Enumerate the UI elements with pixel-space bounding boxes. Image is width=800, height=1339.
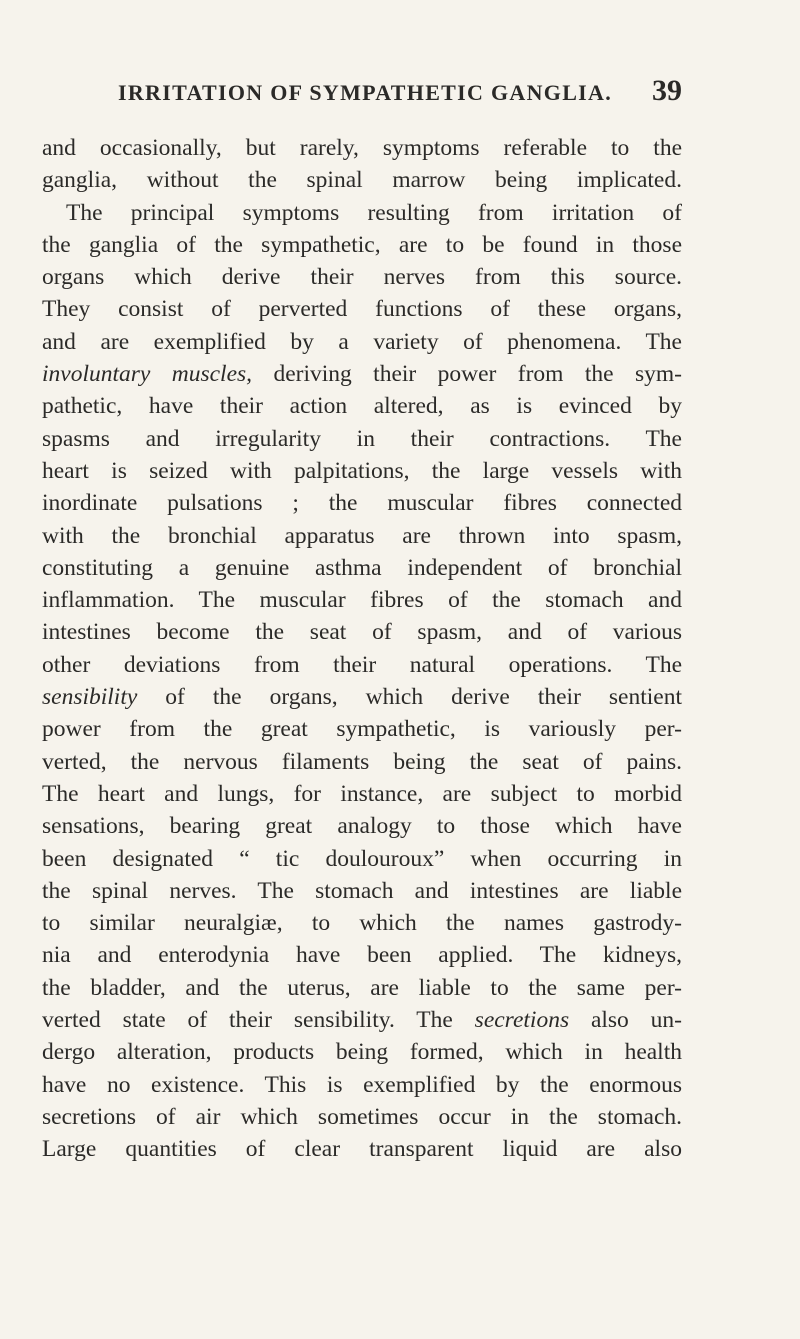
- text-line: nia and enterodynia have been applied. The kidneys,: [42, 942, 682, 969]
- text-line: with the bronchial apparatus are thrown into spasm,: [42, 522, 682, 549]
- text-line: other deviations from their natural operations. The: [42, 651, 682, 678]
- text-span: of the organs, which derive their sentient: [137, 684, 682, 711]
- body-text: [42, 132, 682, 1166]
- text-line: spasms and irregularity in their contractions. The: [42, 425, 682, 452]
- text-line: sensations, bearing great analogy to those which have: [42, 813, 682, 840]
- text-line: The principal symptoms resulting from irritation of: [66, 199, 682, 226]
- text-line-mixed: [42, 681, 682, 713]
- text-line: pathetic, have their action altered, as is evinced by: [42, 393, 682, 420]
- text-line: power from the great sympathetic, is variously per-: [42, 716, 682, 743]
- text-line: the bladder, and the uterus, are liable to the same per-: [42, 974, 682, 1001]
- text-line: and occasionally, but rarely, symptoms referable to the: [42, 135, 682, 161]
- page-header: [42, 74, 682, 120]
- text-line-mixed: [42, 358, 682, 390]
- italic-phrase: involuntary muscles,: [42, 361, 253, 388]
- text-line: inflammation. The muscular fibres of the stomach and: [42, 587, 682, 614]
- text-span: also un-: [569, 1007, 682, 1034]
- text-line: The heart and lungs, for instance, are subject to morbid: [42, 780, 682, 807]
- text-line: secretions of air which sometimes occur in the stomach.: [42, 1103, 682, 1130]
- text-line-mixed: [42, 1004, 682, 1036]
- text-span: verted state of their sensibility. The: [42, 1007, 475, 1034]
- text-line: and are exemplified by a variety of phenomena. The: [42, 328, 682, 355]
- text-line: inordinate pulsations ; the muscular fibres connected: [42, 490, 682, 517]
- italic-phrase: secretions: [474, 1007, 570, 1034]
- text-span: deriving their power from the sym-: [252, 361, 682, 388]
- text-line: dergo alteration, products being formed, which in health: [42, 1039, 682, 1066]
- text-line: organs which derive their nerves from this source.: [42, 264, 682, 291]
- text-line: have no existence. This is exemplified by the enormous: [42, 1071, 682, 1098]
- text-line: Large quantities of clear transparent liquid are also: [42, 1136, 682, 1163]
- text-line: verted, the nervous filaments being the seat of pains.: [42, 748, 682, 775]
- text-line: intestines become the seat of spasm, and of various: [42, 619, 682, 646]
- text-line: the ganglia of the sympathetic, are to be found in those: [42, 231, 682, 258]
- text-line: They consist of perverted functions of these organs,: [42, 296, 682, 323]
- text-line: been designated “ tic doulouroux” when occurring in: [42, 845, 682, 872]
- text-line: constituting a genuine asthma independent of bronchial: [42, 554, 682, 581]
- text-line: the spinal nerves. The stomach and intestines are liable: [42, 877, 682, 904]
- text-line: to similar neuralgiæ, to which the names gastrody-: [42, 910, 682, 937]
- italic-phrase: sensibility: [42, 684, 138, 711]
- text-line: ganglia, without the spinal marrow being implicated.: [42, 167, 682, 194]
- page-number: 39: [652, 74, 682, 107]
- running-head: IRRITATION OF SYMPATHETIC GANGLIA.: [118, 80, 613, 105]
- text-line: heart is seized with palpitations, the large vessels with: [42, 457, 682, 484]
